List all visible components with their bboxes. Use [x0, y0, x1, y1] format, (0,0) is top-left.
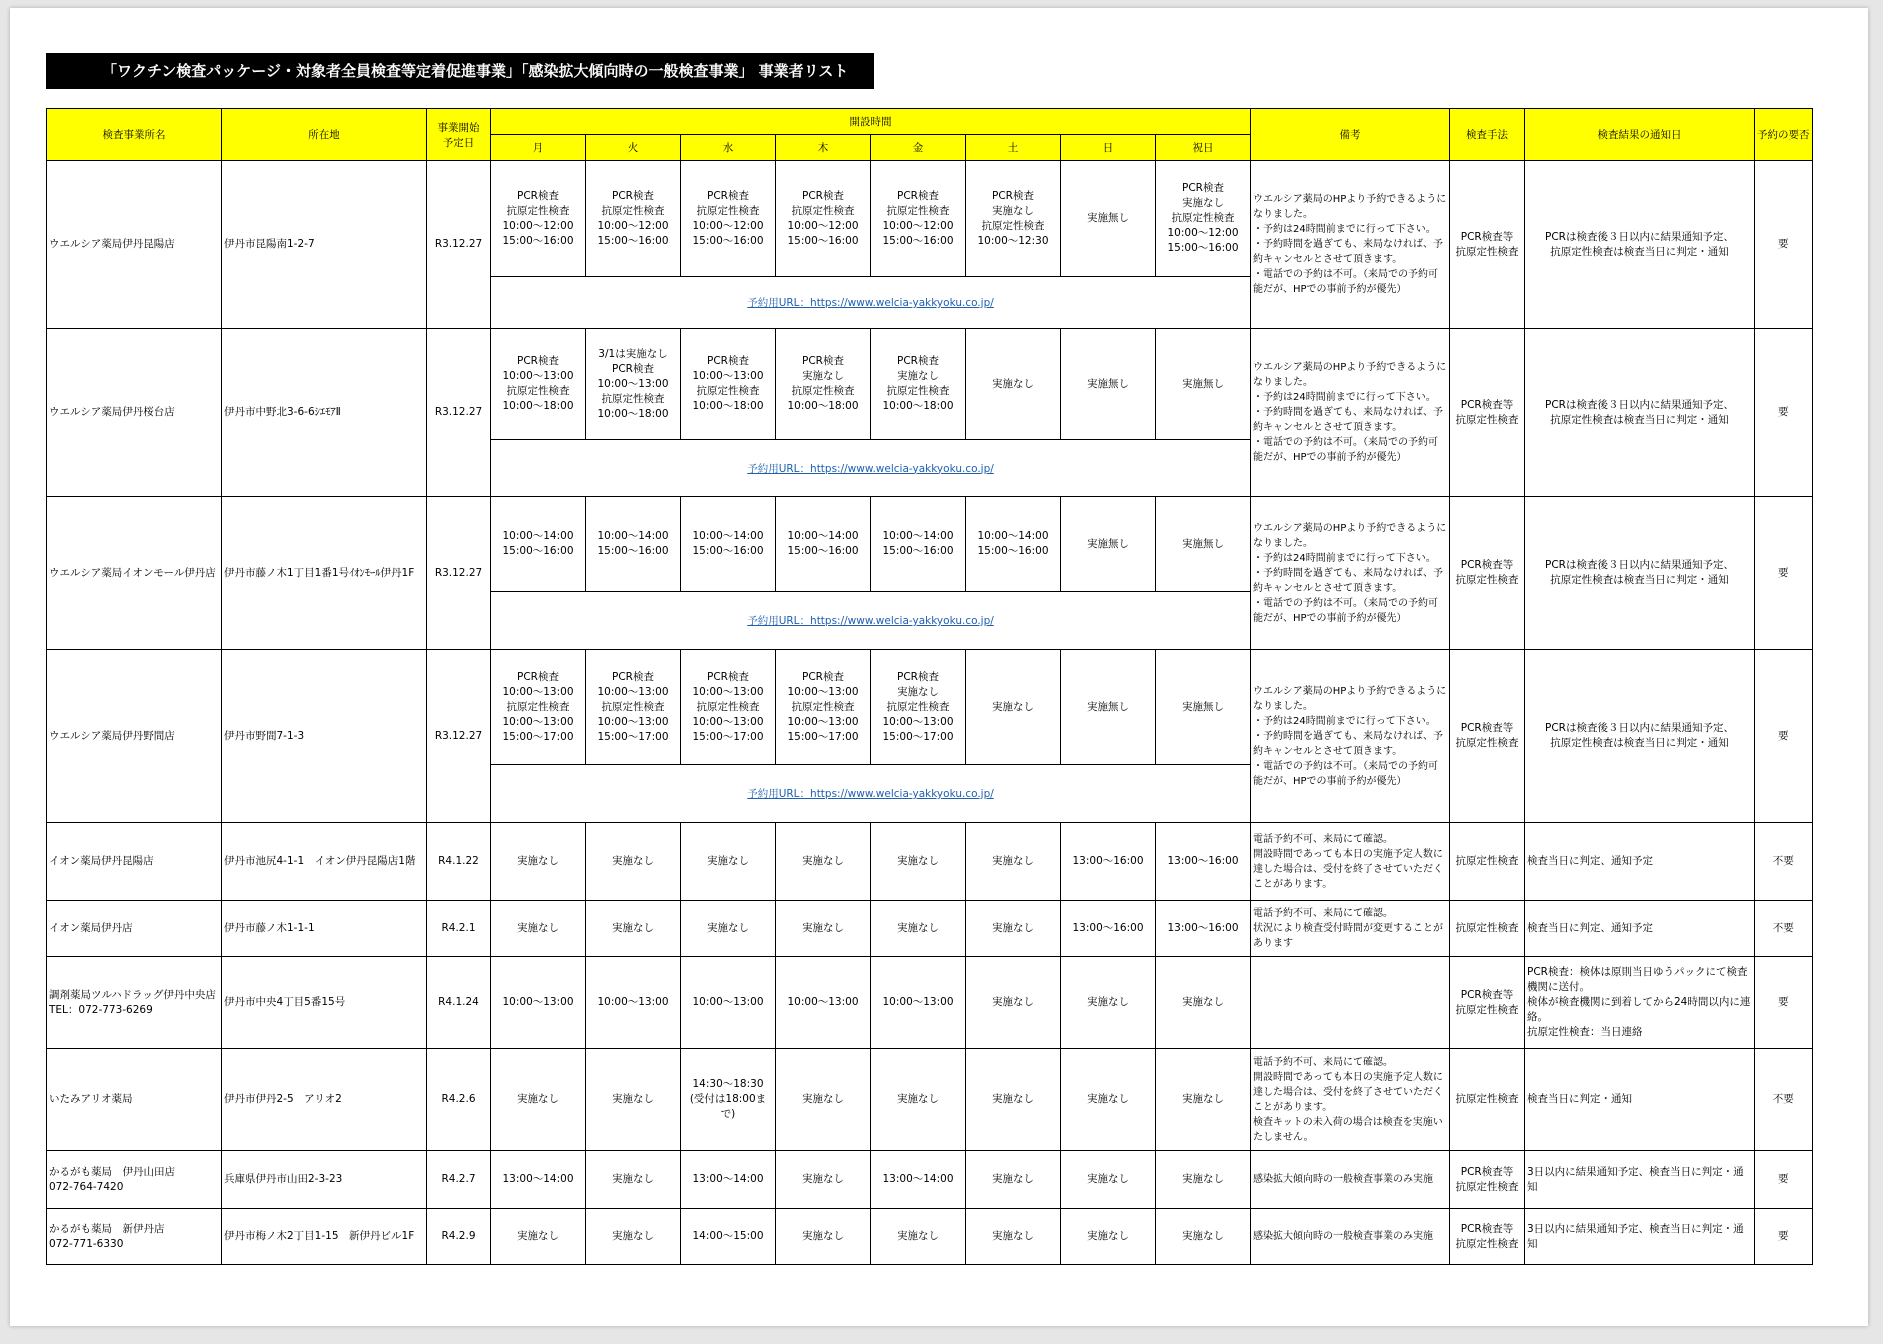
day-hours-cell: PCR検査 10:00～13:00 抗原定性検査 10:00～13:00 15:00～17:00	[491, 650, 586, 765]
provider-address: 伊丹市池尻4-1-1 イオン伊丹昆陽店1階	[222, 823, 427, 901]
day-hours-cell: PCR検査 抗原定性検査 10:00～12:00 15:00～16:00	[871, 161, 966, 277]
day-hours-cell: 実施なし	[586, 1209, 681, 1265]
remarks-cell: ウエルシア薬局のHPより予約できるようになりました。 ・予約は24時間前までに行って下さい。 ・予約時間を過ぎても、来局なければ、予約キャンセルとさせて頂きます。 ・電話での予約は不可。（来局での予約可能だが、HPでの事前予約が優先）	[1251, 161, 1450, 329]
remarks-cell: 電話予約不可、来局にて確認。 開設時間であっても本日の実施予定人数に達した場合は、受付を終了させていただくことがあります。	[1251, 823, 1450, 901]
day-hours-cell: PCR検査 抗原定性検査 10:00～12:00 15:00～16:00	[776, 161, 871, 277]
day-hours-cell: 実施なし	[1061, 1151, 1156, 1209]
table-row	[47, 901, 1813, 957]
day-hours-cell: 10:00～14:00 15:00～16:00	[776, 497, 871, 592]
reservation-cell: 要	[1755, 1151, 1813, 1209]
day-hours-cell: PCR検査 実施なし 抗原定性検査 10:00～12:00 15:00～16:00	[1156, 161, 1251, 277]
provider-address: 伊丹市野間7-1-3	[222, 650, 427, 823]
table-row	[47, 329, 1813, 440]
table-row	[47, 957, 1813, 1049]
day-hours-cell: 10:00～14:00 15:00～16:00	[681, 497, 776, 592]
day-hours-cell: 実施なし	[1156, 957, 1251, 1049]
header-remarks: 備考	[1251, 109, 1450, 161]
reservation-cell: 不要	[1755, 823, 1813, 901]
day-hours-cell: 13:00～14:00	[871, 1151, 966, 1209]
notify-cell: 検査当日に判定、通知予定	[1525, 823, 1755, 901]
table-row	[47, 161, 1813, 277]
day-hours-cell: 実施無し	[1061, 497, 1156, 592]
reservation-url-link[interactable]: 予約用URL：https://www.welcia-yakkyoku.co.jp/	[491, 765, 1251, 823]
header-day-holiday: 祝日	[1156, 135, 1251, 161]
header-notify: 検査結果の通知日	[1525, 109, 1755, 161]
reservation-cell: 要	[1755, 1209, 1813, 1265]
remarks-cell: ウエルシア薬局のHPより予約できるようになりました。 ・予約は24時間前までに行って下さい。 ・予約時間を過ぎても、来局なければ、予約キャンセルとさせて頂きます。 ・電話での予約は不可。（来局での予約可能だが、HPでの事前予約が優先）	[1251, 650, 1450, 823]
start-date: R4.2.1	[427, 901, 491, 957]
header-name: 検査事業所名	[47, 109, 222, 161]
day-hours-cell: 10:00～14:00 15:00～16:00	[491, 497, 586, 592]
remarks-cell	[1251, 957, 1450, 1049]
table-row	[47, 1049, 1813, 1151]
header-day-mon: 月	[491, 135, 586, 161]
reservation-cell: 要	[1755, 161, 1813, 329]
start-date: R4.1.24	[427, 957, 491, 1049]
provider-address: 伊丹市伊丹2-5 アリオ2	[222, 1049, 427, 1151]
header-row-1	[47, 109, 1813, 135]
provider-name: いたみアリオ薬局	[47, 1049, 222, 1151]
header-day-sat: 土	[966, 135, 1061, 161]
day-hours-cell: 10:00～13:00	[871, 957, 966, 1049]
notify-cell: PCRは検査後３日以内に結果通知予定、 抗原定性検査は検査当日に判定・通知	[1525, 329, 1755, 497]
header-day-wed: 水	[681, 135, 776, 161]
method-cell: PCR検査等 抗原定性検査	[1450, 1209, 1525, 1265]
provider-address: 伊丹市藤ノ木1-1-1	[222, 901, 427, 957]
reservation-url-link[interactable]: 予約用URL：https://www.welcia-yakkyoku.co.jp/	[491, 440, 1251, 497]
day-hours-cell: 実施無し	[1156, 329, 1251, 440]
header-hours: 開設時間	[491, 109, 1251, 135]
day-hours-cell: 実施なし	[1156, 1151, 1251, 1209]
notify-cell: 検査当日に判定・通知	[1525, 1049, 1755, 1151]
day-hours-cell: PCR検査 実施なし 抗原定性検査 10:00～18:00	[871, 329, 966, 440]
day-hours-cell: 10:00～13:00	[776, 957, 871, 1049]
reservation-cell: 要	[1755, 957, 1813, 1049]
reservation-cell: 要	[1755, 497, 1813, 650]
day-hours-cell: PCR検査 実施なし 抗原定性検査 10:00～13:00 15:00～17:00	[871, 650, 966, 765]
day-hours-cell: 実施なし	[871, 823, 966, 901]
reservation-url-link[interactable]: 予約用URL：https://www.welcia-yakkyoku.co.jp/	[491, 592, 1251, 650]
provider-address: 伊丹市中野北3-6-6ｼｴﾓｱⅡ	[222, 329, 427, 497]
notify-cell: PCRは検査後３日以内に結果通知予定、 抗原定性検査は検査当日に判定・通知	[1525, 650, 1755, 823]
day-hours-cell: 実施なし	[586, 823, 681, 901]
start-date: R4.2.9	[427, 1209, 491, 1265]
remarks-cell: 感染拡大傾向時の一般検査事業のみ実施	[1251, 1209, 1450, 1265]
notify-cell: 検査当日に判定、通知予定	[1525, 901, 1755, 957]
method-cell: 抗原定性検査	[1450, 823, 1525, 901]
day-hours-cell: 実施なし	[681, 901, 776, 957]
day-hours-cell: 実施なし	[586, 1151, 681, 1209]
remarks-cell: 感染拡大傾向時の一般検査事業のみ実施	[1251, 1151, 1450, 1209]
reservation-url-link[interactable]: 予約用URL：https://www.welcia-yakkyoku.co.jp/	[491, 277, 1251, 329]
day-hours-cell: 実施なし	[966, 957, 1061, 1049]
day-hours-cell: 実施なし	[776, 901, 871, 957]
start-date: R3.12.27	[427, 329, 491, 497]
provider-name: ウエルシア薬局伊丹野間店	[47, 650, 222, 823]
day-hours-cell: 実施なし	[1061, 957, 1156, 1049]
day-hours-cell: 実施なし	[871, 901, 966, 957]
header-start-date: 事業開始 予定日	[427, 109, 491, 161]
day-hours-cell: 実施なし	[491, 901, 586, 957]
day-hours-cell: 10:00～14:00 15:00～16:00	[871, 497, 966, 592]
provider-name: かるがも薬局 伊丹山田店 072-764-7420	[47, 1151, 222, 1209]
notify-cell: 3日以内に結果通知予定、検査当日に判定・通知	[1525, 1151, 1755, 1209]
day-hours-cell: 実施なし	[1061, 1209, 1156, 1265]
method-cell: 抗原定性検査	[1450, 1049, 1525, 1151]
day-hours-cell: PCR検査 実施なし 抗原定性検査 10:00～12:30	[966, 161, 1061, 277]
day-hours-cell: PCR検査 実施なし 抗原定性検査 10:00～18:00	[776, 329, 871, 440]
day-hours-cell: 実施なし	[966, 901, 1061, 957]
day-hours-cell: PCR検査 10:00～13:00 抗原定性検査 10:00～18:00	[491, 329, 586, 440]
provider-name: ウエルシア薬局伊丹昆陽店	[47, 161, 222, 329]
provider-address: 伊丹市梅ノ木2丁目1-15 新伊丹ビル1F	[222, 1209, 427, 1265]
day-hours-cell: 13:00～14:00	[491, 1151, 586, 1209]
day-hours-cell: 実施なし	[681, 823, 776, 901]
day-hours-cell: 実施なし	[1156, 1049, 1251, 1151]
start-date: R4.2.7	[427, 1151, 491, 1209]
provider-name: ウエルシア薬局伊丹桜台店	[47, 329, 222, 497]
table-row	[47, 1209, 1813, 1265]
day-hours-cell: 10:00～14:00 15:00～16:00	[966, 497, 1061, 592]
header-day-thu: 木	[776, 135, 871, 161]
day-hours-cell: PCR検査 抗原定性検査 10:00～12:00 15:00～16:00	[586, 161, 681, 277]
day-hours-cell: PCR検査 10:00～13:00 抗原定性検査 10:00～13:00 15:00～17:00	[681, 650, 776, 765]
reservation-cell: 不要	[1755, 1049, 1813, 1151]
method-cell: PCR検査等 抗原定性検査	[1450, 497, 1525, 650]
day-hours-cell: 実施なし	[776, 1151, 871, 1209]
table-row	[47, 497, 1813, 592]
provider-name: イオン薬局伊丹店	[47, 901, 222, 957]
day-hours-cell: PCR検査 抗原定性検査 10:00～12:00 15:00～16:00	[491, 161, 586, 277]
header-address: 所在地	[222, 109, 427, 161]
day-hours-cell: 実施なし	[491, 1209, 586, 1265]
header-reservation: 予約の要否	[1755, 109, 1813, 161]
day-hours-cell: PCR検査 10:00～13:00 抗原定性検査 10:00～18:00	[681, 329, 776, 440]
day-hours-cell: 実施なし	[776, 1049, 871, 1151]
table-row	[47, 650, 1813, 765]
day-hours-cell: 10:00～13:00	[586, 957, 681, 1049]
provider-name: かるがも薬局 新伊丹店 072-771-6330	[47, 1209, 222, 1265]
day-hours-cell: 10:00～13:00	[681, 957, 776, 1049]
header-method: 検査手法	[1450, 109, 1525, 161]
day-hours-cell: 実施なし	[871, 1049, 966, 1151]
start-date: R3.12.27	[427, 497, 491, 650]
day-hours-cell: 13:00～14:00	[681, 1151, 776, 1209]
day-hours-cell: PCR検査 10:00～13:00 抗原定性検査 10:00～13:00 15:00～17:00	[586, 650, 681, 765]
provider-address: 伊丹市昆陽南1-2-7	[222, 161, 427, 329]
reservation-cell: 要	[1755, 329, 1813, 497]
day-hours-cell: 実施無し	[1156, 650, 1251, 765]
day-hours-cell: 3/1は実施なし PCR検査 10:00～13:00 抗原定性検査 10:00～18:00	[586, 329, 681, 440]
day-hours-cell: PCR検査 10:00～13:00 抗原定性検査 10:00～13:00 15:00～17:00	[776, 650, 871, 765]
day-hours-cell: 13:00～16:00	[1061, 901, 1156, 957]
provider-table	[46, 108, 1813, 1265]
provider-address: 兵庫県伊丹市山田2-3-23	[222, 1151, 427, 1209]
day-hours-cell: 実施なし	[491, 1049, 586, 1151]
provider-name: イオン薬局伊丹昆陽店	[47, 823, 222, 901]
day-hours-cell: 実施無し	[1061, 161, 1156, 277]
table-body	[47, 109, 1813, 1265]
day-hours-cell: 14:30～18:30 (受付は18:00まで)	[681, 1049, 776, 1151]
notify-cell: PCRは検査後３日以内に結果通知予定、 抗原定性検査は検査当日に判定・通知	[1525, 497, 1755, 650]
reservation-cell: 要	[1755, 650, 1813, 823]
method-cell: PCR検査等 抗原定性検査	[1450, 650, 1525, 823]
day-hours-cell: 実施なし	[966, 1151, 1061, 1209]
reservation-cell: 不要	[1755, 901, 1813, 957]
day-hours-cell: 実施無し	[1156, 497, 1251, 592]
day-hours-cell: 実施なし	[966, 1209, 1061, 1265]
method-cell: PCR検査等 抗原定性検査	[1450, 161, 1525, 329]
start-date: R4.2.6	[427, 1049, 491, 1151]
method-cell: 抗原定性検査	[1450, 901, 1525, 957]
table-row	[47, 823, 1813, 901]
day-hours-cell: 実施なし	[586, 901, 681, 957]
day-hours-cell: 実施なし	[871, 1209, 966, 1265]
day-hours-cell: 13:00～16:00	[1156, 901, 1251, 957]
day-hours-cell: 実施無し	[1061, 650, 1156, 765]
table-row	[47, 1151, 1813, 1209]
remarks-cell: 電話予約不可、来局にて確認。 開設時間であっても本日の実施予定人数に達した場合は、受付を終了させていただくことがあります。 検査キットの未入荷の場合は検査を実施いたしません。	[1251, 1049, 1450, 1151]
remarks-cell: 電話予約不可、来局にて確認。 状況により検査受付時間が変更することがあります	[1251, 901, 1450, 957]
header-day-tue: 火	[586, 135, 681, 161]
day-hours-cell: 13:00～16:00	[1156, 823, 1251, 901]
document-title: 「ワクチン検査パッケージ・対象者全員検査等定着促進事業」「感染拡大傾向時の一般検査事業」 事業者リスト	[46, 53, 874, 89]
day-hours-cell: 実施なし	[966, 823, 1061, 901]
remarks-cell: ウエルシア薬局のHPより予約できるようになりました。 ・予約は24時間前までに行って下さい。 ・予約時間を過ぎても、来局なければ、予約キャンセルとさせて頂きます。 ・電話での予約は不可。（来局での予約可能だが、HPでの事前予約が優先）	[1251, 497, 1450, 650]
header-day-sun: 日	[1061, 135, 1156, 161]
notify-cell: PCRは検査後３日以内に結果通知予定、 抗原定性検査は検査当日に判定・通知	[1525, 161, 1755, 329]
day-hours-cell: 実施なし	[586, 1049, 681, 1151]
day-hours-cell: PCR検査 抗原定性検査 10:00～12:00 15:00～16:00	[681, 161, 776, 277]
day-hours-cell: 実施なし	[966, 329, 1061, 440]
start-date: R3.12.27	[427, 161, 491, 329]
provider-address: 伊丹市中央4丁目5番15号	[222, 957, 427, 1049]
day-hours-cell: 実施無し	[1061, 329, 1156, 440]
day-hours-cell: 実施なし	[776, 823, 871, 901]
day-hours-cell: 実施なし	[1156, 1209, 1251, 1265]
provider-name: 調剤薬局ツルハドラッグ伊丹中央店 TEL：072-773-6269	[47, 957, 222, 1049]
day-hours-cell: 14:00～15:00	[681, 1209, 776, 1265]
provider-name: ウエルシア薬局イオンモール伊丹店	[47, 497, 222, 650]
notify-cell: PCR検査：検体は原則当日ゆうパックにて検査機関に送付。 検体が検査機関に到着してから24時間以内に連絡。 抗原定性検査：当日連絡	[1525, 957, 1755, 1049]
method-cell: PCR検査等 抗原定性検査	[1450, 1151, 1525, 1209]
day-hours-cell: 実施なし	[966, 650, 1061, 765]
day-hours-cell: 10:00～13:00	[491, 957, 586, 1049]
notify-cell: 3日以内に結果通知予定、検査当日に判定・通知	[1525, 1209, 1755, 1265]
start-date: R3.12.27	[427, 650, 491, 823]
day-hours-cell: 10:00～14:00 15:00～16:00	[586, 497, 681, 592]
day-hours-cell: 13:00～16:00	[1061, 823, 1156, 901]
method-cell: PCR検査等 抗原定性検査	[1450, 329, 1525, 497]
day-hours-cell: 実施なし	[1061, 1049, 1156, 1151]
day-hours-cell: 実施なし	[966, 1049, 1061, 1151]
start-date: R4.1.22	[427, 823, 491, 901]
remarks-cell: ウエルシア薬局のHPより予約できるようになりました。 ・予約は24時間前までに行って下さい。 ・予約時間を過ぎても、来局なければ、予約キャンセルとさせて頂きます。 ・電話での予約は不可。（来局での予約可能だが、HPでの事前予約が優先）	[1251, 329, 1450, 497]
provider-address: 伊丹市藤ノ木1丁目1番1号ｲｵﾝﾓｰﾙ伊丹1F	[222, 497, 427, 650]
method-cell: PCR検査等 抗原定性検査	[1450, 957, 1525, 1049]
header-day-fri: 金	[871, 135, 966, 161]
day-hours-cell: 実施なし	[491, 823, 586, 901]
day-hours-cell: 実施なし	[776, 1209, 871, 1265]
